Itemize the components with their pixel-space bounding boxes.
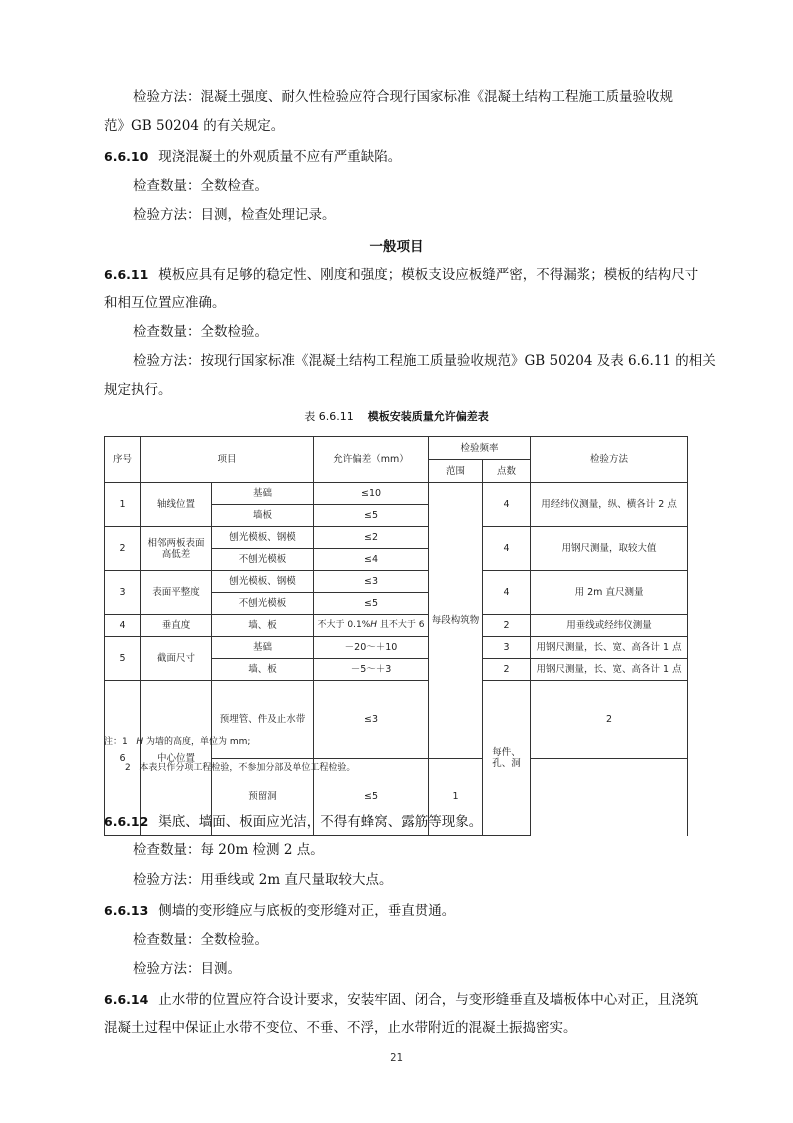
header-method: 检验方法 bbox=[531, 437, 688, 483]
table-caption-title: 模板安装质量允许偏差表 bbox=[367, 410, 489, 423]
table-note-2 bbox=[125, 760, 355, 773]
cell-points: 3 bbox=[483, 637, 531, 659]
cell-tolerance: －20～＋10 bbox=[314, 637, 429, 659]
cell-points: 4 bbox=[483, 571, 531, 615]
section-heading-general-items: 一般项目 bbox=[369, 239, 424, 255]
table-note-1 bbox=[104, 734, 250, 747]
table-header-row bbox=[105, 437, 688, 460]
table-row bbox=[105, 527, 688, 549]
cell-subitem: 刨光模板、钢模 bbox=[212, 571, 314, 593]
cell-subitem: 刨光模板、钢模 bbox=[212, 527, 314, 549]
cell-subitem: 基础 bbox=[212, 483, 314, 505]
cell-seq: 1 bbox=[105, 483, 141, 527]
cell-method: 用 2m 直尺测量 bbox=[531, 571, 688, 615]
clause-6-6-12-quantity: 检查数量：每 20m 检测 2 点。 bbox=[133, 842, 324, 858]
cell-points: 4 bbox=[483, 527, 531, 571]
clause-6-6-10-quantity: 检查数量：全数检查。 bbox=[133, 178, 268, 194]
cell-seq: 3 bbox=[105, 571, 141, 615]
note-variable: H bbox=[136, 737, 144, 747]
cell-tolerance: ≤3 bbox=[314, 571, 429, 593]
clause-text: 渠底、墙面、板面应光洁，不得有蜂窝、露筋等现象。 bbox=[158, 814, 483, 830]
header-tolerance: 允许偏差（mm） bbox=[314, 437, 429, 483]
cell-method: 用钢尺测量，长、宽、高各计 1 点 bbox=[531, 659, 688, 681]
header-frequency: 检验频率 bbox=[429, 437, 531, 460]
clause-6-6-10-method: 检验方法：目测，检查处理记录。 bbox=[133, 207, 336, 223]
clause-text: 止水带的位置应符合设计要求，安装牢固、闭合，与变形缝垂直及墙板体中心对正，且浇筑 bbox=[158, 992, 699, 1008]
paragraph-inspection-method-line1: 检验方法：混凝土强度、耐久性检验应符合现行国家标准《混凝土结构工程施工质量验收规 bbox=[133, 89, 673, 105]
note-label: 2 bbox=[125, 763, 131, 773]
clause-6-6-11-line1 bbox=[104, 260, 699, 290]
table-row bbox=[105, 637, 688, 659]
paragraph-inspection-method-line2: 范》GB 50204 的有关规定。 bbox=[104, 118, 285, 134]
table-row bbox=[105, 483, 688, 505]
cell-subitem: 墙板 bbox=[212, 505, 314, 527]
clause-6-6-13 bbox=[104, 896, 690, 926]
cell-tolerance: ≤4 bbox=[314, 549, 429, 571]
cell-tolerance: ≤10 bbox=[314, 483, 429, 505]
cell-subitem: 不刨光模板 bbox=[212, 549, 314, 571]
note-label: 注：1 bbox=[104, 737, 128, 747]
cell-scope: 每件、孔、洞 bbox=[483, 681, 531, 836]
cell-item: 相邻两板表面高低差 bbox=[141, 527, 212, 571]
clause-number: 6.6.14 bbox=[104, 992, 149, 1007]
cell-subitem: 预留洞 bbox=[212, 758, 314, 836]
clause-number: 6.6.12 bbox=[104, 814, 149, 829]
clause-text: 侧墙的变形缝应与底板的变形缝对正，垂直贯通。 bbox=[158, 903, 456, 919]
table-row bbox=[105, 615, 688, 637]
clause-text: 现浇混凝土的外观质量不应有严重缺陷。 bbox=[158, 149, 402, 165]
tolerance-variable: H bbox=[370, 620, 378, 630]
cell-method: 用垂线或经纬仪测量 bbox=[531, 615, 688, 637]
clause-number: 6.6.10 bbox=[104, 149, 149, 164]
cell-tolerance: －5～＋3 bbox=[314, 659, 429, 681]
cell-item: 中心位置 bbox=[141, 681, 212, 836]
cell-points: 2 bbox=[483, 615, 531, 637]
clause-6-6-10 bbox=[104, 142, 690, 172]
page-number: 21 bbox=[390, 1052, 403, 1064]
cell-points: 1 bbox=[429, 758, 483, 836]
tolerance-suffix: 且不大于 6 bbox=[377, 620, 425, 630]
cell-tolerance: ≤3 bbox=[314, 681, 429, 759]
cell-points: 2 bbox=[483, 659, 531, 681]
cell-tolerance: ≤5 bbox=[314, 758, 429, 836]
cell-subitem: 不刨光模板 bbox=[212, 593, 314, 615]
cell-tolerance: ≤5 bbox=[314, 593, 429, 615]
clause-text: 模板应具有足够的稳定性、刚度和强度；模板支设应板缝严密，不得漏浆；模板的结构尺寸 bbox=[158, 267, 699, 283]
cell-seq: 5 bbox=[105, 637, 141, 681]
header-item: 项目 bbox=[141, 437, 314, 483]
cell-tolerance: ≤5 bbox=[314, 505, 429, 527]
cell-tolerance: ≤2 bbox=[314, 527, 429, 549]
clause-6-6-13-quantity: 检查数量：全数检验。 bbox=[133, 932, 268, 948]
clause-6-6-13-method: 检验方法：目测。 bbox=[133, 961, 241, 977]
cell-subitem: 墙、板 bbox=[212, 615, 314, 637]
tolerance-table bbox=[104, 436, 688, 836]
cell-scope: 每段构筑物 bbox=[429, 483, 483, 759]
clause-6-6-11-quantity: 检查数量：全数检验。 bbox=[133, 324, 268, 340]
table-caption bbox=[0, 408, 793, 424]
header-scope: 范围 bbox=[429, 460, 483, 483]
clause-number: 6.6.11 bbox=[104, 267, 149, 282]
cell-tolerance bbox=[314, 615, 429, 637]
clause-6-6-11-line2: 和相互位置应准确。 bbox=[104, 295, 226, 311]
header-points: 点数 bbox=[483, 460, 531, 483]
clause-6-6-14-line2: 混凝土过程中保证止水带不变位、不垂、不浮，止水带附近的混凝土振捣密实。 bbox=[104, 1020, 577, 1036]
cell-subitem: 预埋管、件及止水带 bbox=[212, 681, 314, 759]
cell-item: 垂直度 bbox=[141, 615, 212, 637]
note-text: 本表只作分项工程检验，不参加分部及单位工程检验。 bbox=[139, 763, 356, 773]
header-seq: 序号 bbox=[105, 437, 141, 483]
cell-item: 截面尺寸 bbox=[141, 637, 212, 681]
cell-subitem: 墙、板 bbox=[212, 659, 314, 681]
table-caption-number: 表 6.6.11 bbox=[304, 410, 354, 423]
clause-6-6-14-line1 bbox=[104, 985, 699, 1015]
cell-seq: 2 bbox=[105, 527, 141, 571]
cell-item: 表面平整度 bbox=[141, 571, 212, 615]
tolerance-prefix: 不大于 0.1% bbox=[317, 620, 371, 630]
cell-method: 用钢尺测量，取较大值 bbox=[531, 527, 688, 571]
cell-item: 轴线位置 bbox=[141, 483, 212, 527]
clause-6-6-11-method-line2: 规定执行。 bbox=[104, 382, 172, 398]
cell-points: 2 bbox=[531, 681, 688, 759]
clause-6-6-12 bbox=[104, 807, 690, 837]
clause-number: 6.6.13 bbox=[104, 903, 149, 918]
clause-6-6-12-method: 检验方法：用垂线或 2m 直尺量取较大点。 bbox=[133, 872, 393, 888]
cell-seq: 4 bbox=[105, 615, 141, 637]
cell-subitem: 基础 bbox=[212, 637, 314, 659]
clause-6-6-11-method-line1: 检验方法：按现行国家标准《混凝土结构工程施工质量验收规范》GB 50204 及表 6.6.11 的相关 bbox=[133, 353, 716, 369]
cell-seq: 6 bbox=[105, 681, 141, 836]
cell-points: 4 bbox=[483, 483, 531, 527]
cell-method: 用钢尺测量，长、宽、高各计 1 点 bbox=[531, 637, 688, 659]
table-row bbox=[105, 571, 688, 593]
note-text: 为墙的高度，单位为 mm; bbox=[143, 737, 251, 747]
cell-method: 用经纬仪测量，纵、横各计 2 点 bbox=[531, 483, 688, 527]
